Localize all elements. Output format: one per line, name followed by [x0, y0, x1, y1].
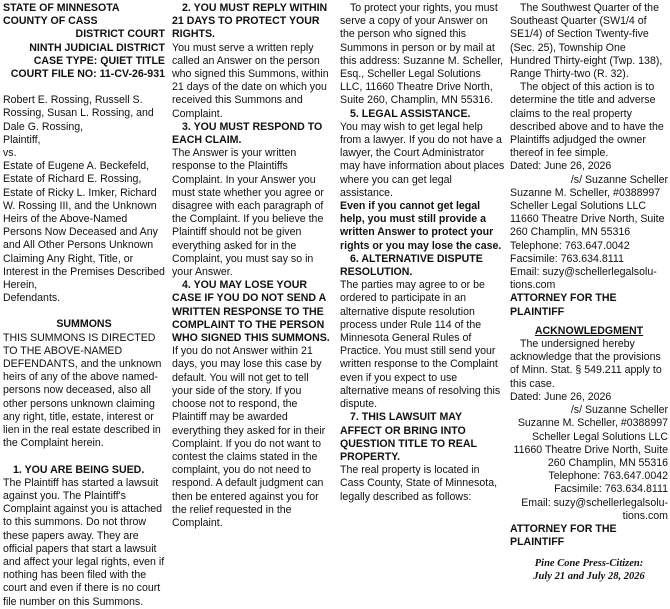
publication-paper: Pine Cone Press-Citizen:: [534, 558, 644, 570]
caption-state: STATE OF MINNESOTA: [3, 2, 120, 14]
sig1-dated: Dated: June 26, 2026: [510, 160, 612, 173]
section-5-warning: Even if you cannot get legal help, you must still provide a written Answer to protect your rights or you may lose the case.: [340, 200, 502, 252]
sig1-attorney: ATTORNEY FOR THE PLAINTIFF: [510, 292, 617, 318]
defendant-role: Defendants.: [3, 292, 61, 305]
section-1-heading: 1. YOU ARE BEING SUED.: [13, 463, 145, 476]
section-4-heading: 4. YOU MAY LOSE YOUR CASE IF YOU DO NOT SEND A WRITTEN RESPONSE TO THE COMPLAINT TO THE PERSON WHO SIGNED THIS SUMMONS.: [172, 279, 330, 345]
legal-description: The Southwest Quarter of the Southeast Quarter (SW1/4 of SE1/4) of Section Twenty-five (Sec. 25), Township One Hundred Thirty-eight (Twp. 138), Range Thirty-two (R. 32).: [510, 2, 663, 81]
section-6-body: The parties may agree to or be ordered to participate in an alternative dispute resolution process under Rule 114 of the Minnesota General Rules of Practice. You must still send your written response to the Complaint even if you expect to use alternative means of resolving this dispute.: [340, 279, 501, 411]
versus: vs.: [3, 147, 17, 160]
sig1-email-1: Email: suzy@schellerlegalsolu-: [510, 266, 657, 279]
section-1-body: The Plaintiff has started a lawsuit against you. The Plaintiff's Complaint against you is attached to this summons. Do not throw these papers away. They are official papers that start a lawsuit and affect your legal rights, even if nothing has been filed with the court and even if there is no court file number on this Summons.: [3, 476, 165, 608]
caption-district: NINTH JUDICIAL DISTRICT: [29, 41, 165, 54]
summons-heading: SUMMONS: [56, 318, 112, 331]
sig1-street: 11660 Theatre Drive North, Suite: [510, 213, 665, 226]
column-3: [340, 2, 505, 504]
ack-signature: /s/ Suzanne Scheller: [570, 404, 668, 417]
sig1-name: Suzanne M. Scheller, #0388997: [510, 186, 661, 199]
sig1-city: 260 Champlin, MN 55316: [510, 226, 631, 239]
section-2-heading: 2. YOU MUST REPLY WITHIN 21 DAYS TO PROTECT YOUR RIGHTS.: [172, 2, 328, 41]
column-4: [510, 2, 668, 583]
section-3-body: The Answer is your written response to the Plaintiffs Complaint. In your Answer you must state whether you agree or disagree with each paragraph of the Complaint. If you believe the Plaintiff should not be given everything asked for in the Complaint, you must say so in your Answer.: [172, 147, 324, 279]
section-2-body: You must serve a written reply called an Answer on the person who signed this Summons, within 21 days of the date on which you received this Summons and Complaint.: [172, 41, 329, 120]
section-4-body: If you do not Answer within 21 days, you may lose this case by default. You will not get to tell your side of the story. If you choose not to respond, the Plaintiff may be awarded everything they asked for in their Complaint. If you do not want to contest the claims stated in the complaint, you do not need to respond. A default judgment can then be entered against you for the relief requested in the Complaint.: [172, 345, 326, 529]
sig1-email-2: tions.com: [510, 279, 556, 292]
section-5-body: You may wish to get legal help from a lawyer. If you do not have a lawyer, the Court Administrator may have information about places where you can get legal assistance.: [340, 120, 505, 199]
section-7-heading: 7. THIS LAWSUIT MAY AFFECT OR BRING INTO QUESTION TITLE TO REAL PROPERTY.: [340, 411, 477, 463]
ack-email-2: tions.com: [622, 509, 668, 522]
section-6-heading: 6. ALTERNATIVE DISPUTE RESOLUTION.: [340, 252, 483, 279]
plaintiff-names: Robert E. Rossing, Russell S. Rossing, Susan L. Rossing, and Dale G. Rossing,: [3, 94, 154, 133]
ack-body: The undersigned hereby acknowledge that the provisions of Minn. Stat. § 549.211 apply to this case.: [510, 338, 662, 390]
section-7-body: The real property is located in Cass County, State of Minnesota, legally described as follows:: [340, 464, 498, 503]
section-5-heading: 5. LEGAL ASSISTANCE.: [350, 107, 471, 120]
ack-heading: ACKNOWLEDGMENT: [534, 324, 644, 337]
summons-intro: THIS SUMMONS IS DIRECTED TO THE ABOVE-NAMED DEFENDANTS, and the unknown heirs of any of the above named-persons now deceased, also all other persons unknown claiming any right, title, estate, interest or lien in the real estate described in the Complaint herein.: [3, 331, 162, 450]
ack-attorney: ATTORNEY FOR THE PLAINTIFF: [510, 522, 617, 549]
ack-city: 260 Champlin, MN 55316: [547, 456, 668, 469]
caption-court: DISTRICT COURT: [75, 28, 165, 41]
column-2: [172, 2, 330, 530]
publication-dates: July 21 and July 28, 2026: [533, 571, 645, 583]
column-1: [3, 2, 165, 609]
sig1-fax: Facsimile: 763.634.8111: [510, 252, 624, 265]
action-object: The object of this action is to determine the title and adverse claims to the real property described above and to have the Plaintiffs adjudged the owner thereof in fee simple.: [510, 81, 664, 160]
ack-name: Suzanne M. Scheller, #0388997: [517, 417, 668, 430]
section-4-serve: To protect your rights, you must serve a copy of your Answer on the person who signed this Summons in person or by mail at this address: Suzanne M. Scheller, Esq., Scheller Legal Solutions LLC, 11660 Theatre Drive North, Suite 260, Champlin, MN 55316.: [340, 2, 504, 107]
ack-street: 11660 Theatre Drive North, Suite: [513, 443, 668, 456]
sig1-firm: Scheller Legal Solutions LLC: [510, 200, 647, 213]
ack-email-1: Email: suzy@schellerlegalsolu-: [521, 496, 668, 509]
ack-fax: Facsimile: 763.634.8111: [554, 483, 668, 496]
ack-phone: Telephone: 763.647.0042: [548, 470, 668, 483]
sig1-phone: Telephone: 763.647.0042: [510, 239, 630, 252]
caption-file-no: COURT FILE NO: 11-CV-26-931: [10, 68, 165, 81]
section-3-heading: 3. YOU MUST RESPOND TO EACH CLAIM.: [172, 120, 323, 147]
sig1-signature: /s/ Suzanne Scheller: [570, 173, 668, 186]
plaintiff-role: Plaintiff,: [3, 133, 41, 146]
defendant-names: Estate of Eugene A. Beckefeld, Estate of Richard E. Rossing, Estate of Ricky L. Imker, Richard W. Rossing III, and the Unknown Heirs of the Above-Named Persons Now Deceased and Any and All Other Persons Unknown Claiming Any Right, Title, or Interest in the Premises Described Herein,: [3, 160, 165, 292]
ack-firm: Scheller Legal Solutions LLC: [531, 430, 668, 443]
caption-county: COUNTY OF CASS: [3, 15, 98, 28]
caption-case-type: CASE TYPE: QUIET TITLE: [33, 54, 165, 67]
ack-dated: Dated: June 26, 2026: [510, 390, 612, 403]
